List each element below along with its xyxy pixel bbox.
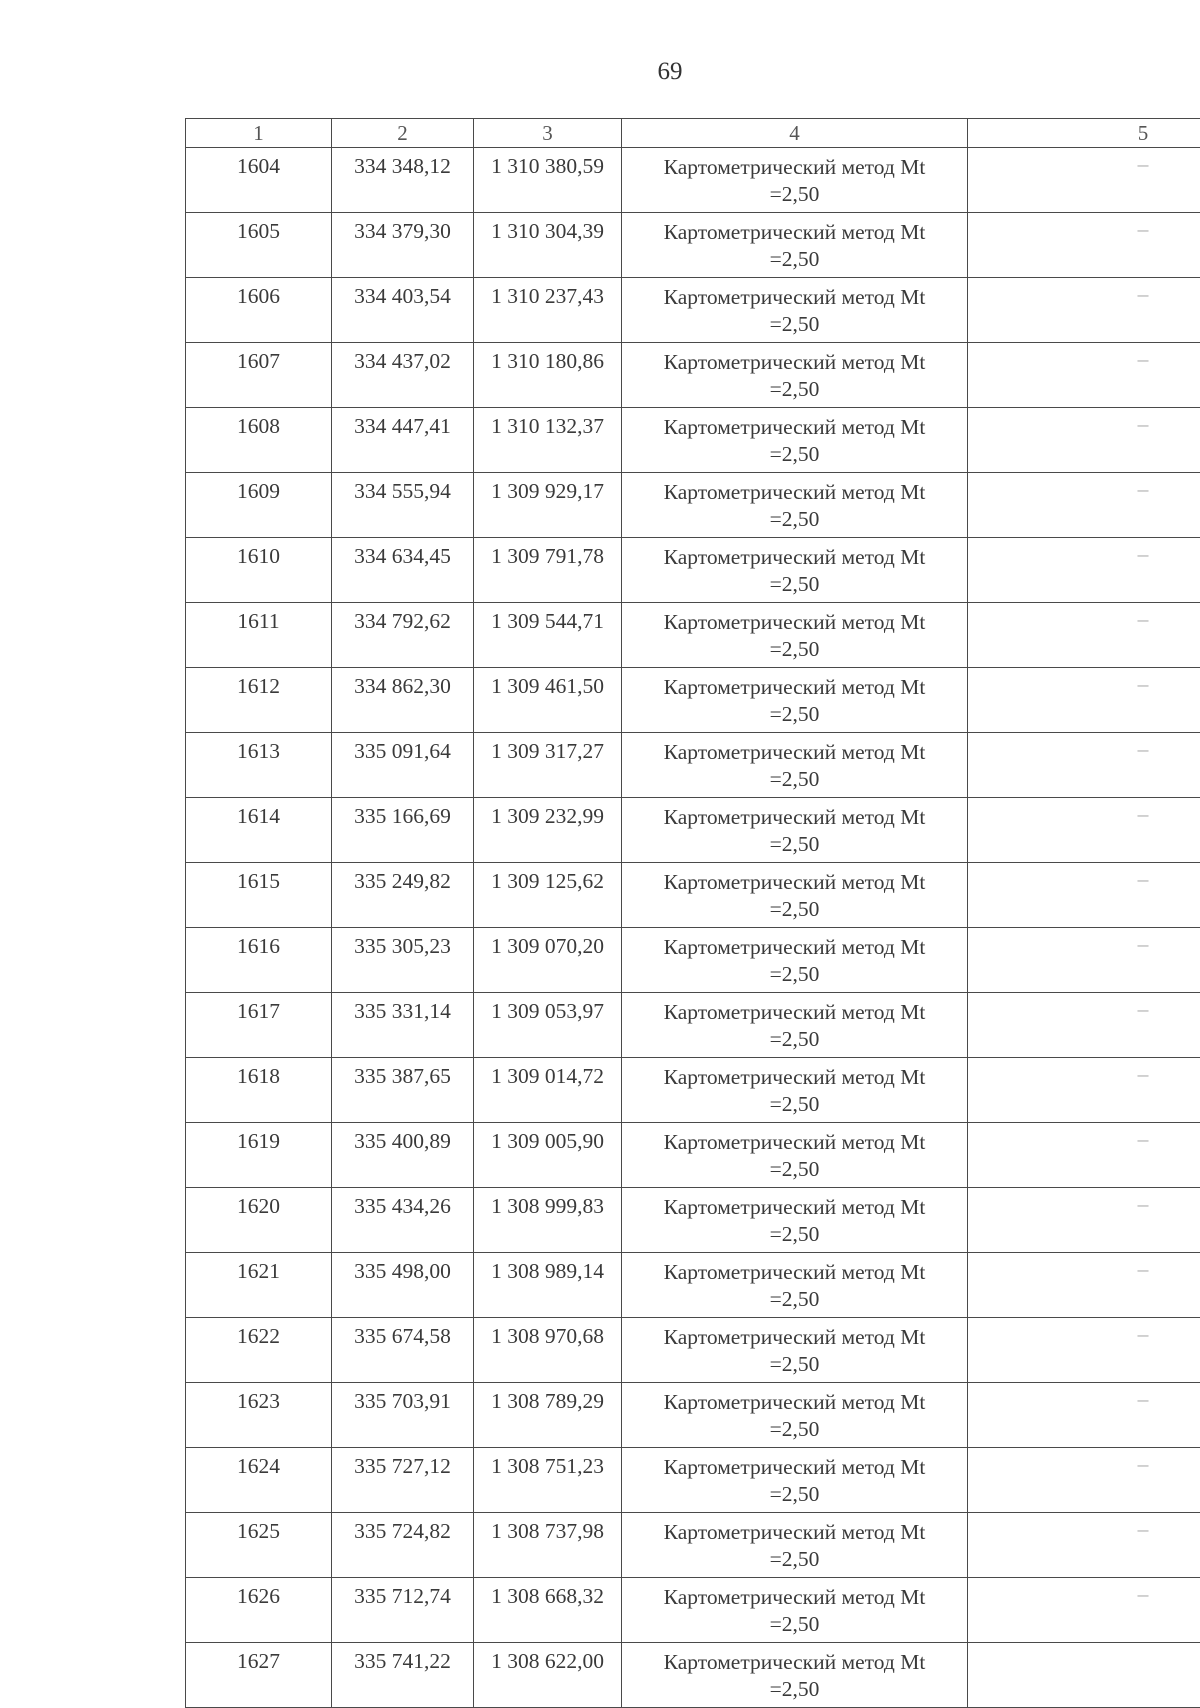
method-text: Картометрический метод Mt bbox=[622, 414, 967, 441]
method-accuracy: =2,50 bbox=[622, 506, 967, 533]
table-row bbox=[186, 213, 1200, 278]
method-cell bbox=[622, 408, 968, 473]
x-coordinate-cell: 334 555,94 bbox=[332, 473, 474, 538]
x-coordinate-cell: 334 792,62 bbox=[332, 603, 474, 668]
method-text: Картометрический метод Mt bbox=[622, 739, 967, 766]
method-cell bbox=[622, 538, 968, 603]
x-coordinate-cell: 334 437,02 bbox=[332, 343, 474, 408]
x-coordinate-cell: 335 712,74 bbox=[332, 1578, 474, 1643]
table-row bbox=[186, 1578, 1200, 1643]
y-coordinate-cell: 1 310 132,37 bbox=[474, 408, 622, 473]
method-accuracy: =2,50 bbox=[622, 831, 967, 858]
x-coordinate-cell: 335 741,22 bbox=[332, 1643, 474, 1708]
x-coordinate-cell: 335 400,89 bbox=[332, 1123, 474, 1188]
x-coordinate-cell: 334 403,54 bbox=[332, 278, 474, 343]
y-coordinate-cell: 1 308 970,68 bbox=[474, 1318, 622, 1383]
x-coordinate-cell: 335 434,26 bbox=[332, 1188, 474, 1253]
y-coordinate-cell: 1 309 232,99 bbox=[474, 798, 622, 863]
y-coordinate-cell: 1 309 544,71 bbox=[474, 603, 622, 668]
coordinates-table bbox=[185, 118, 1200, 1708]
method-cell bbox=[622, 1253, 968, 1318]
note-cell: – bbox=[968, 148, 1200, 213]
method-cell bbox=[622, 928, 968, 993]
table-row bbox=[186, 538, 1200, 603]
table-row bbox=[186, 1123, 1200, 1188]
y-coordinate-cell: 1 308 668,32 bbox=[474, 1578, 622, 1643]
note-cell: – bbox=[968, 1448, 1200, 1513]
column-header-2: 2 bbox=[332, 119, 474, 148]
x-coordinate-cell: 334 348,12 bbox=[332, 148, 474, 213]
table-row bbox=[186, 1188, 1200, 1253]
table-row bbox=[186, 473, 1200, 538]
method-accuracy: =2,50 bbox=[622, 1611, 967, 1638]
y-coordinate-cell: 1 309 461,50 bbox=[474, 668, 622, 733]
method-cell bbox=[622, 473, 968, 538]
x-coordinate-cell: 335 249,82 bbox=[332, 863, 474, 928]
method-accuracy: =2,50 bbox=[622, 181, 967, 208]
table-row bbox=[186, 1253, 1200, 1318]
table-row bbox=[186, 928, 1200, 993]
point-number-cell: 1627 bbox=[186, 1643, 332, 1708]
note-cell: – bbox=[968, 733, 1200, 798]
point-number-cell: 1611 bbox=[186, 603, 332, 668]
note-cell: – bbox=[968, 213, 1200, 278]
table-row bbox=[186, 148, 1200, 213]
note-cell: – bbox=[968, 603, 1200, 668]
method-text: Картометрический метод Mt bbox=[622, 869, 967, 896]
method-text: Картометрический метод Mt bbox=[622, 154, 967, 181]
method-accuracy: =2,50 bbox=[622, 571, 967, 598]
method-text: Картометрический метод Mt bbox=[622, 934, 967, 961]
note-cell: – bbox=[968, 1253, 1200, 1318]
table-row bbox=[186, 1448, 1200, 1513]
point-number-cell: 1610 bbox=[186, 538, 332, 603]
method-text: Картометрический метод Mt bbox=[622, 804, 967, 831]
table-row bbox=[186, 343, 1200, 408]
table-row bbox=[186, 863, 1200, 928]
table-row bbox=[186, 1058, 1200, 1123]
method-text: Картометрический метод Mt bbox=[622, 1454, 967, 1481]
method-accuracy: =2,50 bbox=[622, 1676, 967, 1703]
note-cell: – bbox=[968, 1058, 1200, 1123]
method-text: Картометрический метод Mt bbox=[622, 544, 967, 571]
y-coordinate-cell: 1 309 014,72 bbox=[474, 1058, 622, 1123]
table-row bbox=[186, 1513, 1200, 1578]
x-coordinate-cell: 335 166,69 bbox=[332, 798, 474, 863]
point-number-cell: 1625 bbox=[186, 1513, 332, 1578]
method-text: Картометрический метод Mt bbox=[622, 1259, 967, 1286]
method-cell bbox=[622, 993, 968, 1058]
point-number-cell: 1612 bbox=[186, 668, 332, 733]
method-accuracy: =2,50 bbox=[622, 246, 967, 273]
method-accuracy: =2,50 bbox=[622, 1091, 967, 1118]
y-coordinate-cell: 1 309 070,20 bbox=[474, 928, 622, 993]
method-cell bbox=[622, 1448, 968, 1513]
x-coordinate-cell: 334 862,30 bbox=[332, 668, 474, 733]
point-number-cell: 1621 bbox=[186, 1253, 332, 1318]
method-accuracy: =2,50 bbox=[622, 636, 967, 663]
point-number-cell: 1622 bbox=[186, 1318, 332, 1383]
x-coordinate-cell: 335 331,14 bbox=[332, 993, 474, 1058]
method-cell bbox=[622, 603, 968, 668]
point-number-cell: 1609 bbox=[186, 473, 332, 538]
table-row bbox=[186, 408, 1200, 473]
table-row bbox=[186, 733, 1200, 798]
method-cell bbox=[622, 668, 968, 733]
method-text: Картометрический метод Mt bbox=[622, 1129, 967, 1156]
y-coordinate-cell: 1 308 737,98 bbox=[474, 1513, 622, 1578]
method-cell bbox=[622, 278, 968, 343]
method-cell bbox=[622, 343, 968, 408]
x-coordinate-cell: 335 703,91 bbox=[332, 1383, 474, 1448]
note-cell: – bbox=[968, 928, 1200, 993]
note-cell: – bbox=[968, 1383, 1200, 1448]
note-cell: – bbox=[968, 278, 1200, 343]
y-coordinate-cell: 1 308 622,00 bbox=[474, 1643, 622, 1708]
method-text: Картометрический метод Mt bbox=[622, 349, 967, 376]
y-coordinate-cell: 1 310 380,59 bbox=[474, 148, 622, 213]
method-text: Картометрический метод Mt bbox=[622, 284, 967, 311]
method-accuracy: =2,50 bbox=[622, 1416, 967, 1443]
point-number-cell: 1624 bbox=[186, 1448, 332, 1513]
x-coordinate-cell: 334 634,45 bbox=[332, 538, 474, 603]
method-accuracy: =2,50 bbox=[622, 896, 967, 923]
method-text: Картометрический метод Mt bbox=[622, 1324, 967, 1351]
y-coordinate-cell: 1 309 791,78 bbox=[474, 538, 622, 603]
y-coordinate-cell: 1 310 237,43 bbox=[474, 278, 622, 343]
note-cell: – bbox=[968, 993, 1200, 1058]
method-text: Картометрический метод Mt bbox=[622, 1389, 967, 1416]
method-text: Картометрический метод Mt bbox=[622, 219, 967, 246]
x-coordinate-cell: 335 387,65 bbox=[332, 1058, 474, 1123]
table-row bbox=[186, 993, 1200, 1058]
method-accuracy: =2,50 bbox=[622, 1221, 967, 1248]
note-cell: – bbox=[968, 798, 1200, 863]
method-text: Картометрический метод Mt bbox=[622, 1649, 967, 1676]
point-number-cell: 1619 bbox=[186, 1123, 332, 1188]
note-cell: – bbox=[968, 1513, 1200, 1578]
point-number-cell: 1614 bbox=[186, 798, 332, 863]
column-header-3: 3 bbox=[474, 119, 622, 148]
method-accuracy: =2,50 bbox=[622, 1351, 967, 1378]
y-coordinate-cell: 1 308 751,23 bbox=[474, 1448, 622, 1513]
method-cell bbox=[622, 733, 968, 798]
point-number-cell: 1604 bbox=[186, 148, 332, 213]
method-accuracy: =2,50 bbox=[622, 701, 967, 728]
point-number-cell: 1613 bbox=[186, 733, 332, 798]
x-coordinate-cell: 335 724,82 bbox=[332, 1513, 474, 1578]
method-accuracy: =2,50 bbox=[622, 311, 967, 338]
y-coordinate-cell: 1 309 005,90 bbox=[474, 1123, 622, 1188]
method-cell bbox=[622, 1318, 968, 1383]
method-cell bbox=[622, 148, 968, 213]
method-text: Картометрический метод Mt bbox=[622, 1584, 967, 1611]
table-body bbox=[186, 148, 1200, 1708]
point-number-cell: 1620 bbox=[186, 1188, 332, 1253]
point-number-cell: 1606 bbox=[186, 278, 332, 343]
method-accuracy: =2,50 bbox=[622, 1481, 967, 1508]
method-accuracy: =2,50 bbox=[622, 1286, 967, 1313]
note-cell: – bbox=[968, 668, 1200, 733]
method-accuracy: =2,50 bbox=[622, 1026, 967, 1053]
note-cell: – bbox=[968, 408, 1200, 473]
table-row bbox=[186, 278, 1200, 343]
method-cell bbox=[622, 1188, 968, 1253]
table-row bbox=[186, 1383, 1200, 1448]
method-text: Картометрический метод Mt bbox=[622, 609, 967, 636]
note-cell: – bbox=[968, 1188, 1200, 1253]
table-row bbox=[186, 798, 1200, 863]
method-text: Картометрический метод Mt bbox=[622, 1194, 967, 1221]
method-cell bbox=[622, 1643, 968, 1708]
y-coordinate-cell: 1 308 789,29 bbox=[474, 1383, 622, 1448]
point-number-cell: 1608 bbox=[186, 408, 332, 473]
method-cell bbox=[622, 1578, 968, 1643]
method-accuracy: =2,50 bbox=[622, 1546, 967, 1573]
y-coordinate-cell: 1 308 989,14 bbox=[474, 1253, 622, 1318]
note-cell: – bbox=[968, 473, 1200, 538]
point-number-cell: 1618 bbox=[186, 1058, 332, 1123]
column-header-1: 1 bbox=[186, 119, 332, 148]
point-number-cell: 1615 bbox=[186, 863, 332, 928]
x-coordinate-cell: 334 447,41 bbox=[332, 408, 474, 473]
method-cell bbox=[622, 1513, 968, 1578]
point-number-cell: 1626 bbox=[186, 1578, 332, 1643]
table-header-row bbox=[186, 119, 1200, 148]
table-row bbox=[186, 1318, 1200, 1383]
table-row bbox=[186, 1643, 1200, 1708]
table-row bbox=[186, 603, 1200, 668]
point-number-cell: 1607 bbox=[186, 343, 332, 408]
column-header-5: 5 bbox=[968, 119, 1200, 148]
method-cell bbox=[622, 1123, 968, 1188]
point-number-cell: 1623 bbox=[186, 1383, 332, 1448]
table-row bbox=[186, 668, 1200, 733]
column-header-4: 4 bbox=[622, 119, 968, 148]
method-accuracy: =2,50 bbox=[622, 1156, 967, 1183]
y-coordinate-cell: 1 309 125,62 bbox=[474, 863, 622, 928]
note-cell: – bbox=[968, 1123, 1200, 1188]
note-cell: – bbox=[968, 1318, 1200, 1383]
method-accuracy: =2,50 bbox=[622, 766, 967, 793]
x-coordinate-cell: 335 674,58 bbox=[332, 1318, 474, 1383]
method-accuracy: =2,50 bbox=[622, 376, 967, 403]
note-cell: – bbox=[968, 1578, 1200, 1643]
x-coordinate-cell: 335 091,64 bbox=[332, 733, 474, 798]
method-cell bbox=[622, 213, 968, 278]
method-cell bbox=[622, 798, 968, 863]
method-text: Картометрический метод Mt bbox=[622, 674, 967, 701]
y-coordinate-cell: 1 309 317,27 bbox=[474, 733, 622, 798]
x-coordinate-cell: 335 305,23 bbox=[332, 928, 474, 993]
method-text: Картометрический метод Mt bbox=[622, 1064, 967, 1091]
x-coordinate-cell: 334 379,30 bbox=[332, 213, 474, 278]
point-number-cell: 1616 bbox=[186, 928, 332, 993]
note-cell: – bbox=[968, 538, 1200, 603]
method-text: Картометрический метод Mt bbox=[622, 479, 967, 506]
point-number-cell: 1617 bbox=[186, 993, 332, 1058]
note-cell: – bbox=[968, 343, 1200, 408]
method-accuracy: =2,50 bbox=[622, 441, 967, 468]
method-cell bbox=[622, 1058, 968, 1123]
x-coordinate-cell: 335 727,12 bbox=[332, 1448, 474, 1513]
method-text: Картометрический метод Mt bbox=[622, 999, 967, 1026]
point-number-cell: 1605 bbox=[186, 213, 332, 278]
method-text: Картометрический метод Mt bbox=[622, 1519, 967, 1546]
method-accuracy: =2,50 bbox=[622, 961, 967, 988]
y-coordinate-cell: 1 309 053,97 bbox=[474, 993, 622, 1058]
y-coordinate-cell: 1 309 929,17 bbox=[474, 473, 622, 538]
y-coordinate-cell: 1 310 304,39 bbox=[474, 213, 622, 278]
note-cell: – bbox=[968, 863, 1200, 928]
y-coordinate-cell: 1 310 180,86 bbox=[474, 343, 622, 408]
x-coordinate-cell: 335 498,00 bbox=[332, 1253, 474, 1318]
y-coordinate-cell: 1 308 999,83 bbox=[474, 1188, 622, 1253]
page-number: 69 bbox=[0, 58, 1200, 86]
method-cell bbox=[622, 1383, 968, 1448]
note-cell bbox=[968, 1643, 1200, 1708]
method-cell bbox=[622, 863, 968, 928]
